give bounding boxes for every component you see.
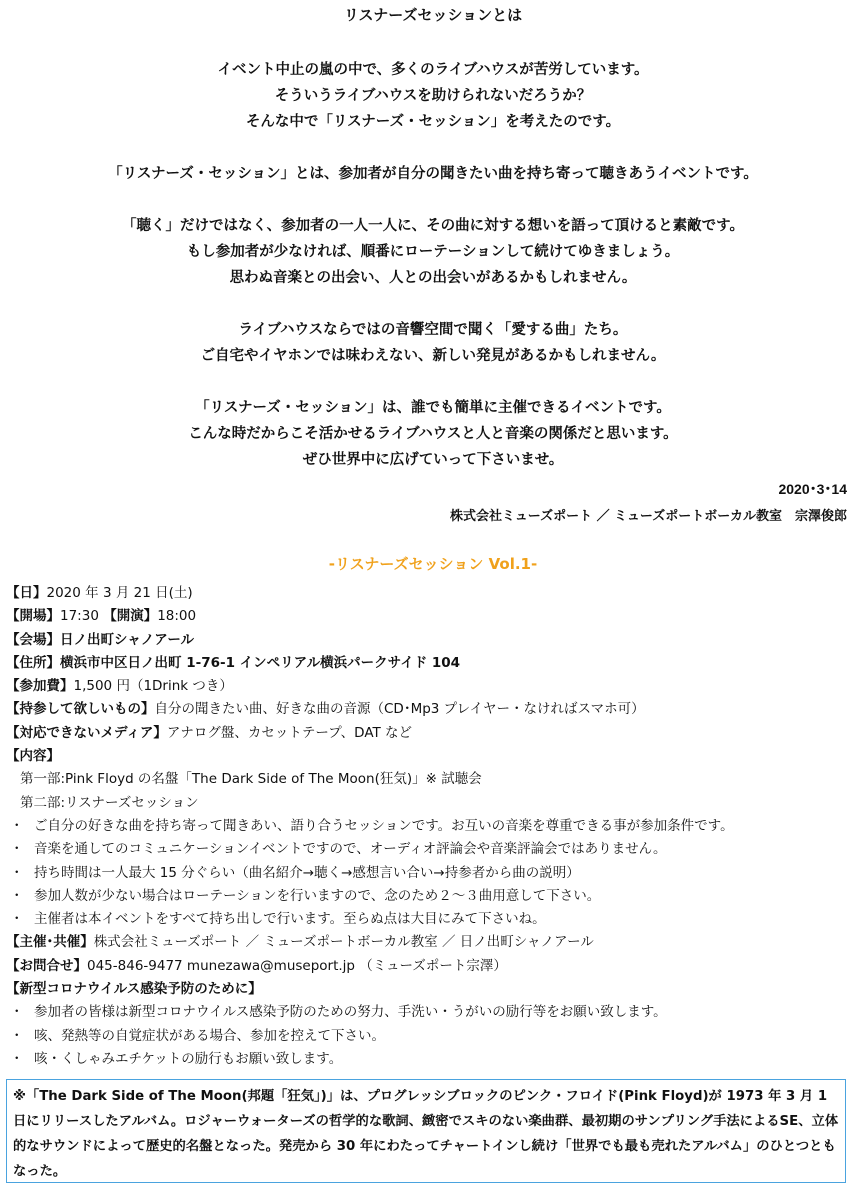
address-row bbox=[6, 652, 856, 675]
covid-row bbox=[6, 978, 856, 1001]
date: 2020･3･14 bbox=[778, 481, 847, 497]
intro-paragraph bbox=[0, 57, 866, 135]
intro-line: 「リスナーズ・セッション」は、誰でも簡単に主催できるイベントです。 bbox=[195, 400, 671, 416]
bullet-mark: ・ bbox=[10, 817, 24, 834]
bullet-text: 音楽を通してのコミュニケーションイベントですので、オーディオ評論会や音楽評論会ではありません。 bbox=[34, 841, 667, 858]
content-key: 【内容】 bbox=[6, 748, 60, 765]
bullet-mark: ・ bbox=[10, 911, 24, 928]
bullet-item bbox=[6, 885, 856, 908]
covid-bullet-item bbox=[6, 1048, 856, 1071]
covid-bullet-text: 咳・くしゃみエチケットの励行もお願い致します。 bbox=[34, 1050, 343, 1067]
part1-line: 第一部:Pink Floyd の名盤「The Dark Side of The Moon(狂気)」※ 試聴会 bbox=[20, 771, 482, 788]
intro-line: そんな中で「リスナーズ・セッション」を考えたのです。 bbox=[245, 114, 621, 130]
intro-line: 思わぬ音楽との出会い、人との出会いがあるかもしれません。 bbox=[229, 270, 637, 286]
bullet-mark: ・ bbox=[10, 1050, 24, 1067]
signature: 株式会社ミューズポート ／ ミューズポートボーカル教室 宗澤俊郎 bbox=[450, 509, 847, 524]
intro-line: 「聴く」だけではなく、参加者の一人一人に、その曲に対する想いを語って頂けると素敵です。 bbox=[121, 218, 745, 234]
covid-bullet-item bbox=[6, 1025, 856, 1048]
address-value: 横浜市中区日ノ出町 1-76-1 インペリアル横浜パークサイド 104 bbox=[60, 654, 461, 671]
organizer-key: 【主催･共催】 bbox=[6, 934, 94, 951]
media-key: 【対応できないメディア】 bbox=[6, 724, 167, 741]
event-details bbox=[6, 582, 856, 1071]
address-key: 【住所】 bbox=[6, 654, 60, 671]
intro-text bbox=[0, 57, 866, 473]
intro-line: 「リスナーズ・セッション」とは、参加者が自分の聞きたい曲を持ち寄って聴きあうイベントです。 bbox=[108, 166, 758, 182]
covid-bullet-text: 咳、発熱等の自覚症状がある場合、参加を控えて下さい。 bbox=[34, 1027, 385, 1044]
bring-row bbox=[6, 698, 856, 721]
date-key: 【日】 bbox=[6, 585, 47, 601]
fee-row bbox=[6, 675, 856, 698]
time-row bbox=[6, 605, 856, 628]
intro-paragraph bbox=[0, 161, 866, 187]
bullet-mark: ・ bbox=[10, 1004, 24, 1021]
covid-key: 【新型コロナウイルス感染予防のために】 bbox=[6, 981, 262, 998]
media-value: アナログ盤、カセットテープ、DAT など bbox=[166, 724, 413, 741]
bullet-item bbox=[6, 838, 856, 861]
intro-line: イベント中止の嵐の中で、多くのライブハウスが苦労しています。 bbox=[217, 62, 649, 78]
intro-line: もし参加者が少なければ、順番にローテーションして続けてゆきましょう。 bbox=[186, 244, 680, 260]
intro-line: こんな時だからこそ活かせるライブハウスと人と音楽の関係だと思います。 bbox=[188, 426, 678, 442]
intro-paragraph bbox=[0, 395, 866, 473]
event-title: -リスナーズセッション Vol.1- bbox=[328, 555, 538, 573]
contact-row bbox=[6, 955, 856, 978]
organizer-value: 株式会社ミューズポート ／ ミューズポートボーカル教室 ／ 日ノ出町シャノアール bbox=[93, 934, 594, 951]
intro-paragraph bbox=[0, 317, 866, 369]
bring-value: 自分の聞きたい曲、好きな曲の音源（CD･Mp3 プレイヤー・なければスマホ可） bbox=[154, 701, 645, 718]
venue-value: 日ノ出町シャノアール bbox=[60, 631, 195, 648]
album-note-text: ※「The Dark Side of The Moon(邦題「狂気」)」は、プログレッシブロックのピンク・フロイド(Pink Floyd)が 1973 年 3 月 1 日にリリースしたアルバム。ロジャーウォーターズの哲学的な歌詞、緻密でスキのない楽曲群、最初期のサンプリング手法によるSE、立体的なサウンドによって歴史的名盤となった。発売から 30 年にわたってチャートインし続け「世界でも最も売れたアルバム」のひとつともなった。 bbox=[13, 1089, 839, 1179]
organizer-row bbox=[6, 931, 856, 954]
contact-key: 【お問合せ】 bbox=[6, 957, 87, 974]
bullet-text: 主催者は本イベントをすべて持ち出しで行います。至らぬ点は大目にみて下さいね。 bbox=[34, 911, 546, 928]
bullet-item bbox=[6, 862, 856, 885]
bullet-item bbox=[6, 815, 856, 838]
bullet-mark: ・ bbox=[10, 841, 24, 858]
covid-bullet-item bbox=[6, 1001, 856, 1024]
open-key: 【開場】 bbox=[6, 608, 60, 625]
date-row bbox=[6, 582, 856, 605]
part2-line: 第二部:リスナーズセッション bbox=[20, 794, 199, 811]
intro-line: ご自宅やイヤホンでは味わえない、新しい発見があるかもしれません。 bbox=[200, 348, 666, 364]
intro-title: リスナーズセッションとは bbox=[343, 6, 523, 24]
bullet-item bbox=[6, 908, 856, 931]
bullet-mark: ・ bbox=[10, 864, 24, 881]
intro-line: ライブハウスならではの音響空間で聞く「愛する曲」たち。 bbox=[238, 322, 628, 338]
venue-key: 【会場】 bbox=[6, 631, 60, 648]
date-value: 2020 年 3 月 21 日(土) bbox=[46, 585, 193, 601]
content-row bbox=[6, 745, 856, 768]
start-key: 【開演】 bbox=[103, 608, 158, 625]
intro-line: ぜひ世界中に広げていって下さいませ。 bbox=[302, 452, 564, 468]
album-note-box bbox=[6, 1079, 846, 1183]
bullet-text: 参加人数が少ない場合はローテーションを行いますので、念のため２～３曲用意して下さい。 bbox=[34, 887, 601, 904]
venue-row bbox=[6, 629, 856, 652]
bullet-text: ご自分の好きな曲を持ち寄って聞きあい、語り合うセッションです。お互いの音楽を尊重できる事が参加条件です。 bbox=[34, 817, 734, 834]
covid-bullet-text: 参加者の皆様は新型コロナウイルス感染予防のための努力、手洗い・うがいの励行等をお願い致します。 bbox=[34, 1004, 667, 1021]
bullet-mark: ・ bbox=[10, 887, 24, 904]
media-row bbox=[6, 722, 856, 745]
bring-key: 【持参して欲しいもの】 bbox=[6, 701, 155, 718]
start-value: 18:00 bbox=[157, 608, 197, 625]
bullet-mark: ・ bbox=[10, 1027, 24, 1044]
intro-paragraph bbox=[0, 213, 866, 291]
contact-value: 045-846-9477 munezawa@museport.jp （ミューズポート宗澤） bbox=[87, 957, 507, 974]
open-value: 17:30 bbox=[60, 608, 99, 625]
fee-key: 【参加費】 bbox=[6, 678, 74, 695]
fee-value: 1,500 円（1Drink つき） bbox=[73, 678, 233, 695]
bullet-text: 持ち時間は一人最大 15 分ぐらい（曲名紹介→聴く→感想言い合い→持参者から曲の説明） bbox=[34, 864, 580, 881]
intro-line: そういうライブハウスを助けられないだろうか？ bbox=[274, 88, 592, 104]
